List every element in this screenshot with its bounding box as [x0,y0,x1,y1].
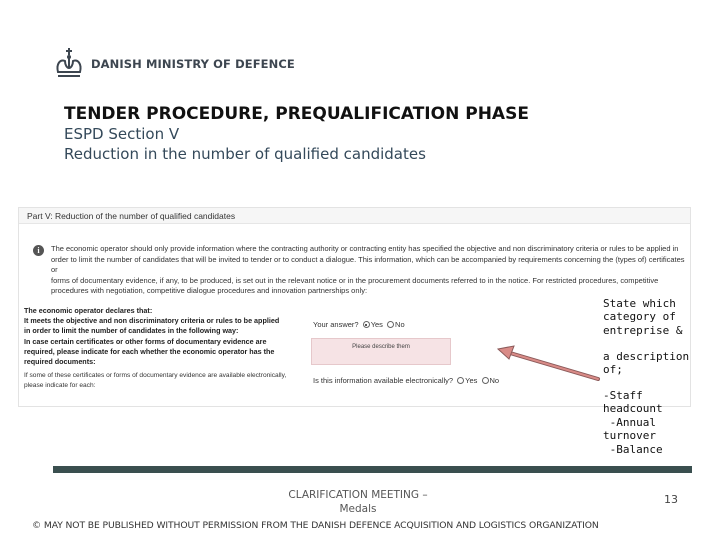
info-icon: i [33,245,44,256]
yes-radio[interactable] [363,321,370,328]
declaration-line: required documents: [24,357,96,367]
slide-subtitle-section: ESPD Section V [64,125,180,143]
yes-label: Yes [370,320,383,329]
declaration-block [24,306,299,367]
annotation-note: -Staff headcount -Annual turnover -Balance [603,389,663,456]
declaration-line: in order to limit the number of candidates in the following way: [24,326,239,336]
brand-logo [52,46,295,82]
declaration-line: required, please indicate for each whether the economic operator has the [24,346,275,356]
evidence-line: If some of these certificates or forms of documentary evidence are available electronically, [24,372,287,379]
no-radio[interactable] [387,321,394,328]
brand-name: DANISH MINISTRY OF DEFENCE [91,57,295,71]
yes-label: Yes [465,376,478,385]
footer-divider [53,466,692,473]
answer-question-row [313,320,405,329]
annotation-note: State which category of entreprise & [603,297,683,337]
pointer-arrow [496,343,602,383]
no-label: No [395,320,405,329]
answer-question-label: Your answer? [313,320,359,329]
yes-radio[interactable] [457,377,464,384]
describe-placeholder: Please describe them [352,344,410,350]
annotation-note: a description of; [603,350,690,377]
electronic-question-row [313,376,499,385]
no-radio[interactable] [482,377,489,384]
declaration-line: In case certain certificates or other forms of documentary evidence are [24,336,267,346]
form-section-header: Part V: Reduction of the number of qualified candidates [19,208,690,224]
electronic-evidence-block [24,371,299,390]
form-notice-text: The economic operator should only provide information where the contracting authority or contracting entity has specified the objective and non discriminatory criteria or rules to be applied in order to limit the number of candidates that will be invited to tender or to conduct a dialogue. This information, which can be accompanied by requirements concerning the (types of) certificates or forms of documentary evidence, if any, to be produced, is set out in the relevant notice or in the procurement documents referred to in the notice. For restricted procedures, competitive procedures with negotiation, competitive dialogue procedures and innovation partnerships only: [51,244,685,295]
declaration-line: The economic operator declares that: [24,306,153,315]
no-label: No [489,376,500,385]
slide-title: TENDER PROCEDURE, PREQUALIFICATION PHASE [64,104,529,124]
footer-meeting-label: CLARIFICATION MEETING – Medals [288,489,428,515]
evidence-line: please indicate for each: [24,381,96,389]
royal-crown-icon [52,46,86,82]
electronic-question-label: Is this information available electronically? [313,376,454,385]
page-number: 13 [664,493,678,506]
describe-input[interactable] [311,338,451,365]
declaration-line: It meets the objective and non discriminatory criteria or rules to be applied [24,316,280,326]
slide-subtitle-topic: Reduction in the number of qualified candidates [64,145,426,163]
copyright-notice: © MAY NOT BE PUBLISHED WITHOUT PERMISSION FROM THE DANISH DEFENCE ACQUISITION AND LOGISTICS ORGANIZATION [32,520,599,531]
